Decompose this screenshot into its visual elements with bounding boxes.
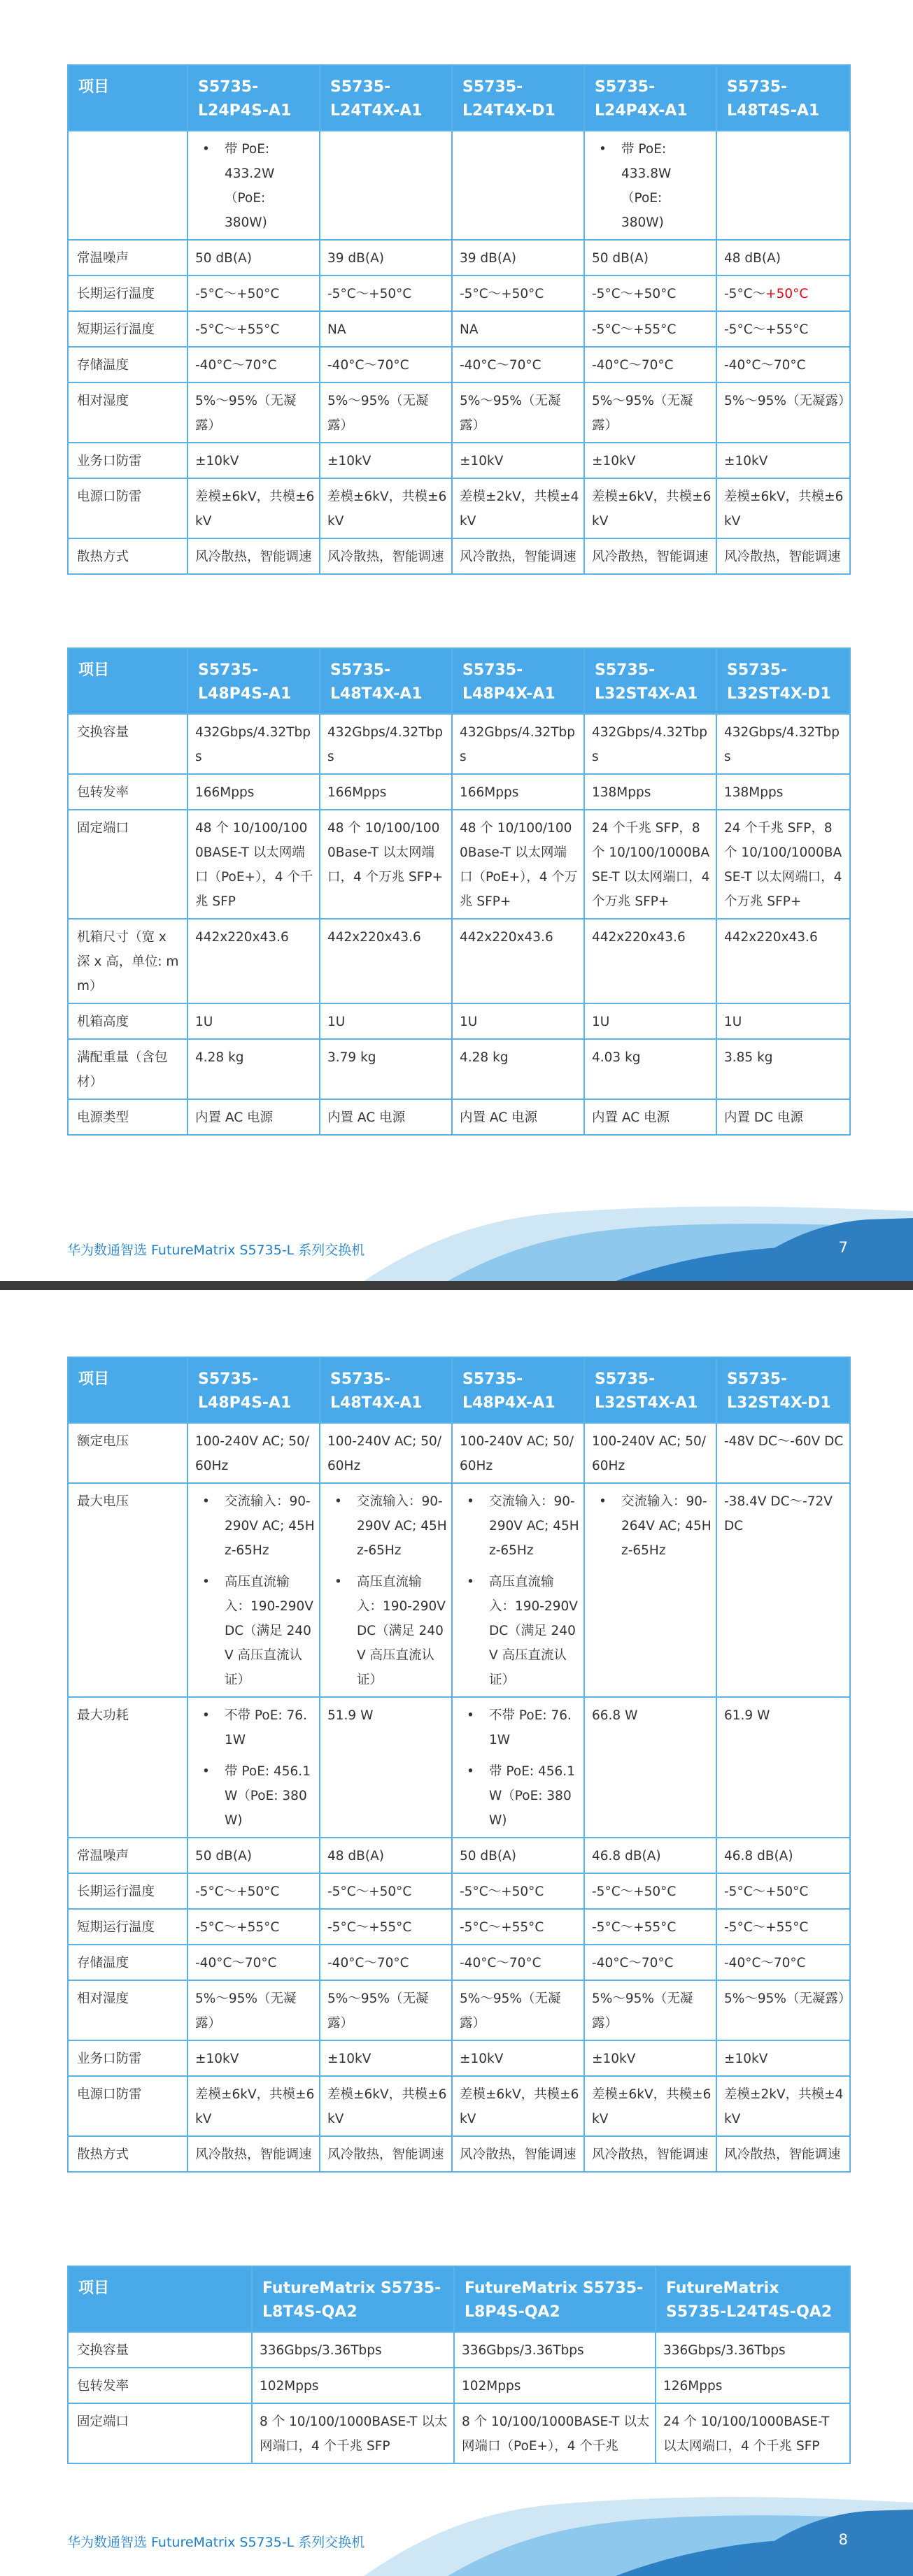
table-row	[68, 1483, 850, 1697]
table-cell: -5°C～+50°C	[320, 1873, 452, 1909]
table-cell: 24 个千兆 SFP，8 个 10/100/1000BASE-T 以太网端口，4 个万兆 SFP+	[584, 810, 716, 919]
table-cell: -40°C～70°C	[584, 347, 716, 382]
list-item: • 交流输入：90-264V AC; 45Hz-65Hz	[592, 1489, 712, 1563]
header-model: FutureMatrix S5735-L24T4S-QA2	[656, 2266, 850, 2332]
list-item: • 交流输入：90-290V AC; 45Hz-65Hz	[327, 1489, 447, 1563]
table-cell: -40°C～70°C	[187, 1945, 320, 1980]
table-cell: NA	[452, 311, 584, 347]
table-row	[68, 240, 850, 276]
table-cell: 8 个 10/100/1000BASE-T 以太网端口，4 个千兆 SFP	[252, 2403, 454, 2463]
list-item: • 不带 PoE: 76.1W	[195, 1703, 315, 1752]
row-label: 包转发率	[68, 2368, 252, 2403]
table-row	[68, 276, 850, 311]
page-number: 8	[838, 2531, 848, 2548]
table-cell: 风冷散热，智能调速	[187, 2136, 320, 2172]
table-cell: ±10kV	[187, 443, 320, 478]
header-model: S5735-L48T4X-A1	[320, 648, 452, 714]
table-cell: -48V DC～-60V DC	[716, 1423, 850, 1483]
row-label: 存储温度	[68, 347, 187, 382]
table-row	[68, 1838, 850, 1873]
table-cell: 5%～95%（无凝露）	[584, 1980, 716, 2040]
table-cell: 138Mpps	[584, 774, 716, 810]
table-row	[68, 1873, 850, 1909]
bullet-list	[327, 1489, 447, 1692]
table-cell	[68, 131, 187, 240]
list-item: • 交流输入：90-290V AC; 45Hz-65Hz	[195, 1489, 315, 1563]
table-row	[68, 1003, 850, 1039]
row-label: 固定端口	[68, 810, 187, 919]
table-row	[68, 2332, 850, 2368]
spec-table-qa2	[67, 2266, 851, 2464]
table-cell: 差模±2kV，共模±4kV	[716, 2076, 850, 2136]
table-cell: 内置 DC 电源	[716, 1099, 850, 1135]
table-cell: 差模±2kV，共模±4kV	[452, 478, 584, 538]
list-item: • 高压直流输入：190-290V DC（满足 240V 高压直流认证）	[195, 1570, 315, 1692]
table-cell: 39 dB(A)	[320, 240, 452, 276]
row-label: 常温噪声	[68, 1838, 187, 1873]
table-cell: 46.8 dB(A)	[716, 1838, 850, 1873]
table-row	[68, 311, 850, 347]
table-cell: ±10kV	[452, 443, 584, 478]
header-model: S5735-L48P4X-A1	[452, 1357, 584, 1423]
table-cell: 48 个 10/100/1000BASE-T 以太网端口（PoE+），4 个千兆 SFP	[187, 810, 320, 919]
table-cell: 138Mpps	[716, 774, 850, 810]
header-model: S5735-L24T4X-D1	[452, 65, 584, 131]
table-cell: 风冷散热，智能调速	[320, 2136, 452, 2172]
row-label: 存储温度	[68, 1945, 187, 1980]
table-cell: 100-240V AC; 50/60Hz	[452, 1423, 584, 1483]
document-page-8	[0, 1290, 913, 2576]
table-cell: 432Gbps/4.32Tbps	[452, 714, 584, 774]
row-label: 满配重量（含包材）	[68, 1039, 187, 1099]
table-cell: -40°C～70°C	[716, 347, 850, 382]
table-cell: ±10kV	[584, 2040, 716, 2076]
table-cell: 442x220x43.6	[452, 919, 584, 1003]
table-cell: 5%～95%（无凝露）	[320, 382, 452, 443]
table-cell: 166Mpps	[320, 774, 452, 810]
table-cell: 46.8 dB(A)	[584, 1838, 716, 1873]
table-cell: -40°C～70°C	[320, 347, 452, 382]
table-cell: 差模±6kV，共模±6kV	[320, 2076, 452, 2136]
table-cell: 66.8 W	[584, 1697, 716, 1838]
table-row	[68, 1945, 850, 1980]
table-cell: 48 个 10/100/1000Base-T 以太网端口，4 个万兆 SFP+	[320, 810, 452, 919]
table-cell: 24 个千兆 SFP，8 个 10/100/1000BASE-T 以太网端口，4 个万兆 SFP+	[716, 810, 850, 919]
header-model: S5735-L24P4X-A1	[584, 65, 716, 131]
header-model: S5735-L48P4S-A1	[187, 1357, 320, 1423]
table-row	[68, 2040, 850, 2076]
table-row	[68, 810, 850, 919]
table-cell: 166Mpps	[452, 774, 584, 810]
table-cell: -5°C～+50°C	[452, 276, 584, 311]
table-cell: 336Gbps/3.36Tbps	[252, 2332, 454, 2368]
table-cell: ±10kV	[320, 2040, 452, 2076]
row-label: 常温噪声	[68, 240, 187, 276]
row-label: 最大功耗	[68, 1697, 187, 1838]
table-cell: 内置 AC 电源	[187, 1099, 320, 1135]
table-cell	[320, 1483, 452, 1697]
table-cell: 5%～95%（无凝露）	[452, 382, 584, 443]
table-cell: -5°C～+50°C	[584, 276, 716, 311]
table-row	[68, 347, 850, 382]
list-item: • 带 PoE: 456.1W（PoE: 380W)	[460, 1759, 579, 1833]
table-cell: -5°C～+50°C	[187, 276, 320, 311]
row-label: 短期运行温度	[68, 311, 187, 347]
table-cell: 48 dB(A)	[716, 240, 850, 276]
table-row	[68, 1909, 850, 1945]
document-page-7	[0, 0, 913, 1281]
table-cell: 102Mpps	[252, 2368, 454, 2403]
table-cell: 100-240V AC; 50/60Hz	[320, 1423, 452, 1483]
table-header-row	[68, 1357, 850, 1423]
table-cell: -40°C～70°C	[584, 1945, 716, 1980]
table-cell: 166Mpps	[187, 774, 320, 810]
table-cell: -40°C～70°C	[187, 347, 320, 382]
table-cell: -40°C～70°C	[320, 1945, 452, 1980]
table-cell: 102Mpps	[454, 2368, 656, 2403]
table-cell: -5°C～+55°C	[187, 1909, 320, 1945]
bullet-list	[195, 1703, 315, 1833]
table-row	[68, 714, 850, 774]
table-cell	[452, 1697, 584, 1838]
header-model: S5735-L24T4X-A1	[320, 65, 452, 131]
table-cell: 39 dB(A)	[452, 240, 584, 276]
table-cell: 8 个 10/100/1000BASE-T 以太网端口（PoE+），4 个千兆	[454, 2403, 656, 2463]
table-header-row	[68, 648, 850, 714]
table-cell: 1U	[584, 1003, 716, 1039]
table-cell: ±10kV	[187, 2040, 320, 2076]
list-item: • 不带 PoE: 76.1W	[460, 1703, 579, 1752]
table-cell	[187, 131, 320, 240]
row-label: 电源口防雷	[68, 2076, 187, 2136]
table-cell: 差模±6kV，共模±6kV	[584, 2076, 716, 2136]
row-label: 相对湿度	[68, 1980, 187, 2040]
table-cell: 24 个 10/100/1000BASE-T 以太网端口，4 个千兆 SFP	[656, 2403, 850, 2463]
table-cell: NA	[320, 311, 452, 347]
table-row	[68, 443, 850, 478]
list-item: • 交流输入：90-290V AC; 45Hz-65Hz	[460, 1489, 579, 1563]
bullet-list	[460, 1703, 579, 1833]
table-cell: 内置 AC 电源	[320, 1099, 452, 1135]
header-item: 项目	[68, 2266, 252, 2332]
table-cell: 5%～95%（无凝露）	[716, 1980, 850, 2040]
table-cell: 336Gbps/3.36Tbps	[656, 2332, 850, 2368]
table-cell: 3.79 kg	[320, 1039, 452, 1099]
table-cell	[584, 131, 716, 240]
table-row	[68, 774, 850, 810]
header-item: 项目	[68, 65, 187, 131]
table-cell: 5%～95%（无凝露）	[187, 382, 320, 443]
table-cell: 4.28 kg	[187, 1039, 320, 1099]
header-item: 项目	[68, 1357, 187, 1423]
table-cell: 51.9 W	[320, 1697, 452, 1838]
spec-table-environment-a	[67, 64, 851, 575]
table-cell	[187, 1483, 320, 1697]
table-cell: ±10kV	[320, 443, 452, 478]
header-model: S5735-L32ST4X-A1	[584, 1357, 716, 1423]
table-cell: 100-240V AC; 50/60Hz	[584, 1423, 716, 1483]
table-row	[68, 478, 850, 538]
table-row	[68, 2368, 850, 2403]
table-row	[68, 1423, 850, 1483]
table-header-row	[68, 65, 850, 131]
table-cell: 1U	[452, 1003, 584, 1039]
table-cell: 差模±6kV，共模±6kV	[320, 478, 452, 538]
list-item: • 带 PoE: 433.8W （PoE: 380W)	[592, 137, 712, 235]
row-label: 机箱高度	[68, 1003, 187, 1039]
table-cell: ±10kV	[584, 443, 716, 478]
table-cell: 风冷散热，智能调速	[584, 2136, 716, 2172]
row-label: 机箱尺寸（宽 x 深 x 高，单位: mm）	[68, 919, 187, 1003]
table-cell: 差模±6kV，共模±6kV	[187, 478, 320, 538]
header-model: S5735-L32ST4X-A1	[584, 648, 716, 714]
table-cell: 风冷散热，智能调速	[187, 538, 320, 574]
row-label: 固定端口	[68, 2403, 252, 2463]
table-row	[68, 1039, 850, 1099]
table-cell	[452, 1483, 584, 1697]
table-cell: 336Gbps/3.36Tbps	[454, 2332, 656, 2368]
table-cell: 内置 AC 电源	[584, 1099, 716, 1135]
table-row	[68, 1980, 850, 2040]
row-label: 散热方式	[68, 538, 187, 574]
row-label: 业务口防雷	[68, 443, 187, 478]
poe-list	[195, 137, 315, 235]
table-cell	[320, 131, 452, 240]
header-model: S5735-L24P4S-A1	[187, 65, 320, 131]
table-cell: 50 dB(A)	[452, 1838, 584, 1873]
table-cell: 126Mpps	[656, 2368, 850, 2403]
table-cell: 61.9 W	[716, 1697, 850, 1838]
list-item: • 带 PoE: 433.2W （PoE: 380W)	[195, 137, 315, 235]
row-label: 相对湿度	[68, 382, 187, 443]
table-cell: 风冷散热，智能调速	[716, 538, 850, 574]
table-cell: -5°C～+55°C	[452, 1909, 584, 1945]
table-cell: 5%～95%（无凝露）	[584, 382, 716, 443]
table-cell: 差模±6kV，共模±6kV	[452, 2076, 584, 2136]
header-model: S5735-L48P4X-A1	[452, 648, 584, 714]
table-cell: -5°C～+50°C	[320, 276, 452, 311]
table-cell: 风冷散热，智能调速	[584, 538, 716, 574]
table-header-row	[68, 2266, 850, 2332]
row-label: 交换容量	[68, 714, 187, 774]
row-label: 长期运行温度	[68, 1873, 187, 1909]
list-item: • 带 PoE: 456.1W（PoE: 380W)	[195, 1759, 315, 1833]
table-cell	[452, 131, 584, 240]
table-cell	[716, 131, 850, 240]
table-cell: -5°C～+50°C	[716, 1873, 850, 1909]
table-row	[68, 2076, 850, 2136]
table-cell: -5°C～+55°C	[584, 311, 716, 347]
list-item: • 高压直流输入：190-290V DC（满足 240V 高压直流认证）	[327, 1570, 447, 1692]
table-cell: 432Gbps/4.32Tbps	[716, 714, 850, 774]
bullet-list	[592, 1489, 712, 1563]
table-cell: 5%～95%（无凝露）	[187, 1980, 320, 2040]
list-item: • 高压直流输入：190-290V DC（满足 240V 高压直流认证）	[460, 1570, 579, 1692]
table-cell: 442x220x43.6	[584, 919, 716, 1003]
table-cell: -5°C～+55°C	[716, 1909, 850, 1945]
table-cell: 差模±6kV，共模±6kV	[584, 478, 716, 538]
table-cell: 1U	[320, 1003, 452, 1039]
bullet-list	[460, 1489, 579, 1692]
header-model: S5735-L32ST4X-D1	[716, 648, 850, 714]
table-cell: 50 dB(A)	[187, 1838, 320, 1873]
table-cell: 1U	[187, 1003, 320, 1039]
table-cell: 50 dB(A)	[187, 240, 320, 276]
table-cell: 风冷散热，智能调速	[452, 538, 584, 574]
table-cell: -5°C～+50°C	[187, 1873, 320, 1909]
header-model: FutureMatrix S5735-L8P4S-QA2	[454, 2266, 656, 2332]
header-item: 项目	[68, 648, 187, 714]
table-cell: 风冷散热，智能调速	[452, 2136, 584, 2172]
highlighted-value: +50°C	[765, 287, 809, 301]
spec-table-hardware-b	[67, 647, 851, 1136]
table-cell: 432Gbps/4.32Tbps	[320, 714, 452, 774]
row-label: 额定电压	[68, 1423, 187, 1483]
table-cell: -5°C～+50°C	[584, 1873, 716, 1909]
header-model: FutureMatrix S5735-L8T4S-QA2	[252, 2266, 454, 2332]
table-cell: 差模±6kV，共模±6kV	[716, 478, 850, 538]
page-number: 7	[838, 1239, 848, 1256]
table-cell: -5°C～+55°C	[320, 1909, 452, 1945]
table-cell: -40°C～70°C	[452, 347, 584, 382]
bullet-list	[195, 1489, 315, 1692]
table-cell: 50 dB(A)	[584, 240, 716, 276]
table-cell: -5°C～+50°C	[716, 276, 850, 311]
table-cell: ±10kV	[452, 2040, 584, 2076]
table-row	[68, 382, 850, 443]
header-model: S5735-L48T4S-A1	[716, 65, 850, 131]
table-row	[68, 1099, 850, 1135]
table-cell: -5°C～+55°C	[716, 311, 850, 347]
table-cell: ±10kV	[716, 443, 850, 478]
spec-table-power-environment	[67, 1357, 851, 2173]
table-cell: 风冷散热，智能调速	[716, 2136, 850, 2172]
table-cell: 3.85 kg	[716, 1039, 850, 1099]
row-label: 电源类型	[68, 1099, 187, 1135]
table-cell: 5%～95%（无凝露）	[452, 1980, 584, 2040]
table-cell: -5°C～+55°C	[584, 1909, 716, 1945]
table-cell: 差模±6kV，共模±6kV	[187, 2076, 320, 2136]
table-cell: 内置 AC 电源	[452, 1099, 584, 1135]
table-cell: 432Gbps/4.32Tbps	[187, 714, 320, 774]
table-cell: 100-240V AC; 50/60Hz	[187, 1423, 320, 1483]
table-row	[68, 2403, 850, 2463]
table-cell: 48 dB(A)	[320, 1838, 452, 1873]
header-model: S5735-L48P4S-A1	[187, 648, 320, 714]
table-cell: 48 个 10/100/1000Base-T 以太网端口（PoE+），4 个万兆 SFP+	[452, 810, 584, 919]
row-label: 业务口防雷	[68, 2040, 187, 2076]
table-cell: 442x220x43.6	[320, 919, 452, 1003]
table-row	[68, 1697, 850, 1838]
row-label: 短期运行温度	[68, 1909, 187, 1945]
table-cell: 1U	[716, 1003, 850, 1039]
table-row	[68, 131, 850, 240]
table-cell: 4.03 kg	[584, 1039, 716, 1099]
row-label: 包转发率	[68, 774, 187, 810]
table-cell: 5%～95%（无凝露）	[716, 382, 850, 443]
table-cell: 442x220x43.6	[187, 919, 320, 1003]
table-cell: 5%～95%（无凝露）	[320, 1980, 452, 2040]
table-cell: 4.28 kg	[452, 1039, 584, 1099]
table-cell	[187, 1697, 320, 1838]
poe-list	[592, 137, 712, 235]
table-cell: -40°C～70°C	[452, 1945, 584, 1980]
table-cell: -5°C～+55°C	[187, 311, 320, 347]
footer-title: 华为数通智选 FutureMatrix S5735-L 系列交换机	[67, 2535, 365, 2550]
table-cell: -38.4V DC～-72V DC	[716, 1483, 850, 1697]
table-cell	[584, 1483, 716, 1697]
header-model: S5735-L32ST4X-D1	[716, 1357, 850, 1423]
table-cell: -5°C～+50°C	[452, 1873, 584, 1909]
row-label: 交换容量	[68, 2332, 252, 2368]
table-row	[68, 2136, 850, 2172]
table-cell: ±10kV	[716, 2040, 850, 2076]
row-label: 长期运行温度	[68, 276, 187, 311]
table-row	[68, 538, 850, 574]
table-cell: -40°C～70°C	[716, 1945, 850, 1980]
table-cell: 432Gbps/4.32Tbps	[584, 714, 716, 774]
table-cell: 风冷散热，智能调速	[320, 538, 452, 574]
header-model: S5735-L48T4X-A1	[320, 1357, 452, 1423]
table-cell: 442x220x43.6	[716, 919, 850, 1003]
footer-title: 华为数通智选 FutureMatrix S5735-L 系列交换机	[67, 1243, 365, 1258]
row-label: 最大电压	[68, 1483, 187, 1697]
row-label: 散热方式	[68, 2136, 187, 2172]
row-label: 电源口防雷	[68, 478, 187, 538]
table-row	[68, 919, 850, 1003]
